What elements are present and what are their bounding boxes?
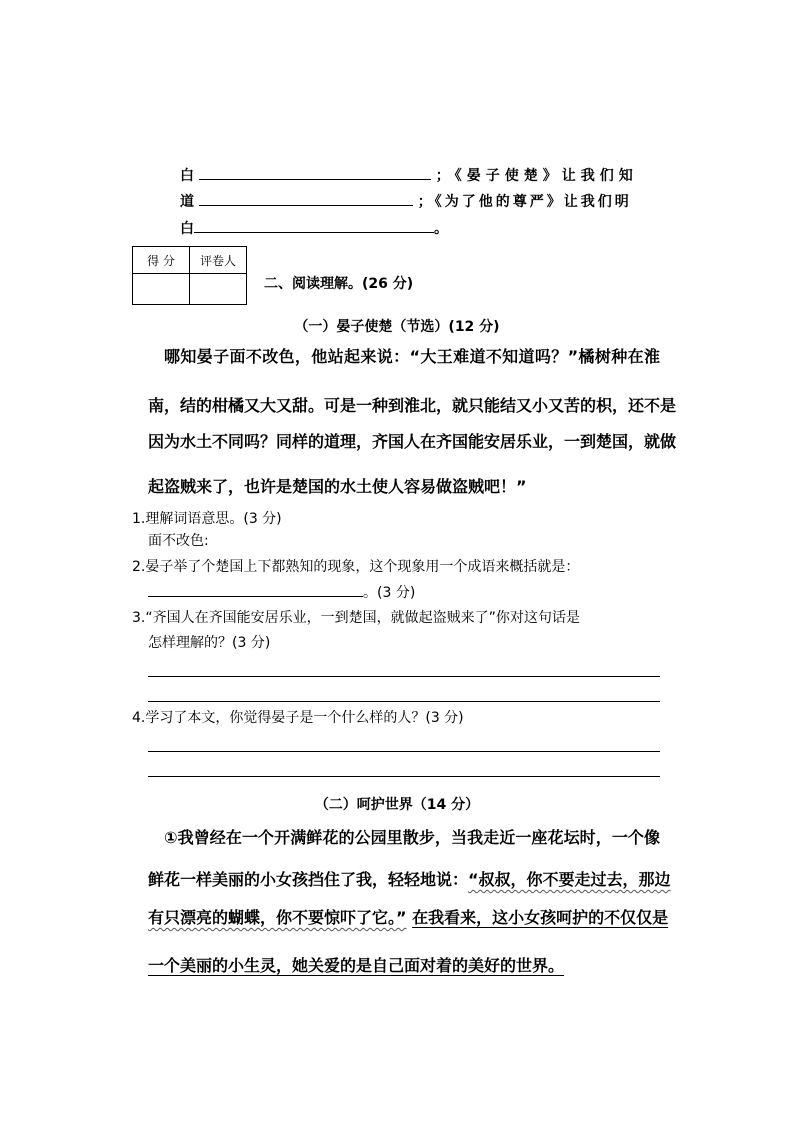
fill-line-3	[180, 218, 660, 238]
text: 鲜花一样美丽的小女孩挡住了我，轻轻地说：	[148, 870, 469, 889]
underlined-text: 在我看来，这小女孩呵护的不仅仅是	[412, 908, 669, 927]
fill-line-2	[180, 191, 660, 211]
text: ；《为了他的尊严》让我们明	[417, 194, 632, 210]
answer-blank[interactable]	[148, 582, 363, 597]
passage-line: ①我曾经在一个开满鲜花的公园里散步，当我走近一座花坛时，一个像	[164, 828, 660, 847]
passage-line: 因为水土不同吗？同样的道理，齐国人在齐国能安居乐业，一到楚国，就做	[148, 432, 677, 451]
passage-line	[148, 869, 671, 891]
score-cell[interactable]	[133, 274, 190, 305]
score-header: 得 分	[133, 247, 190, 274]
text: 白	[180, 221, 194, 237]
passage-line: 起盗贼来了，也许是楚国的水土使人容易做盗贼吧！”	[148, 477, 527, 496]
question-4: 4.学习了本文，你觉得晏子是一个什么样的人？(3 分)	[132, 710, 464, 726]
passage-line	[148, 907, 669, 929]
grader-header: 评卷人	[190, 247, 247, 274]
passage-line: 哪知晏子面不改色，他站起来说：“大王难道不知道吗？”橘树种在淮	[164, 347, 660, 366]
score-table	[132, 246, 247, 305]
answer-line[interactable]	[148, 701, 660, 702]
answer-line[interactable]	[148, 776, 660, 777]
passage-title: （一）晏子使楚（节选）(12 分)	[294, 319, 500, 335]
question-3-cont: 怎样理解的？(3 分)	[148, 635, 271, 651]
answer-blank[interactable]	[194, 218, 434, 233]
text: 道	[180, 194, 194, 210]
answer-blank[interactable]	[199, 191, 413, 206]
passage-title: （二）呵护世界（14 分）	[314, 797, 480, 813]
wavy-underlined-text: “叔叔，你不要走过去，那边	[468, 870, 671, 889]
question-2-answer	[148, 582, 415, 603]
question-1: 1.理解词语意思。(3 分)	[132, 511, 282, 527]
question-2: 2.晏子举了个楚国上下都熟知的现象，这个现象用一个成语来概括就是：	[132, 559, 580, 575]
passage-line	[148, 955, 660, 977]
text: 白	[180, 168, 194, 184]
answer-blank[interactable]	[199, 165, 431, 180]
wavy-underlined-text: 有只漂亮的蝴蝶，你不要惊吓了它。”	[148, 908, 407, 927]
text: 。	[434, 221, 448, 237]
passage-line: 南，结的柑橘又大又甜。可是一种到淮北，就只能结又小又苦的枳，还不是	[148, 396, 677, 415]
text: 。(3 分)	[363, 585, 416, 601]
text: ；《晏子使楚》让我们知	[435, 168, 638, 184]
question-1-item: 面不改色:	[148, 533, 209, 549]
section-title: 二、阅读理解。(26 分)	[264, 276, 414, 292]
question-3: 3.“齐国人在齐国能安居乐业，一到楚国，就做起盗贼来了”你对这句话是	[132, 610, 580, 626]
answer-line[interactable]	[148, 751, 660, 752]
underlined-text: 一个美丽的小生灵，她关爱的是自己面对着的美好的世界。	[148, 956, 565, 975]
grader-cell[interactable]	[190, 274, 247, 305]
fill-line-1	[180, 165, 660, 185]
answer-line[interactable]	[148, 676, 660, 677]
